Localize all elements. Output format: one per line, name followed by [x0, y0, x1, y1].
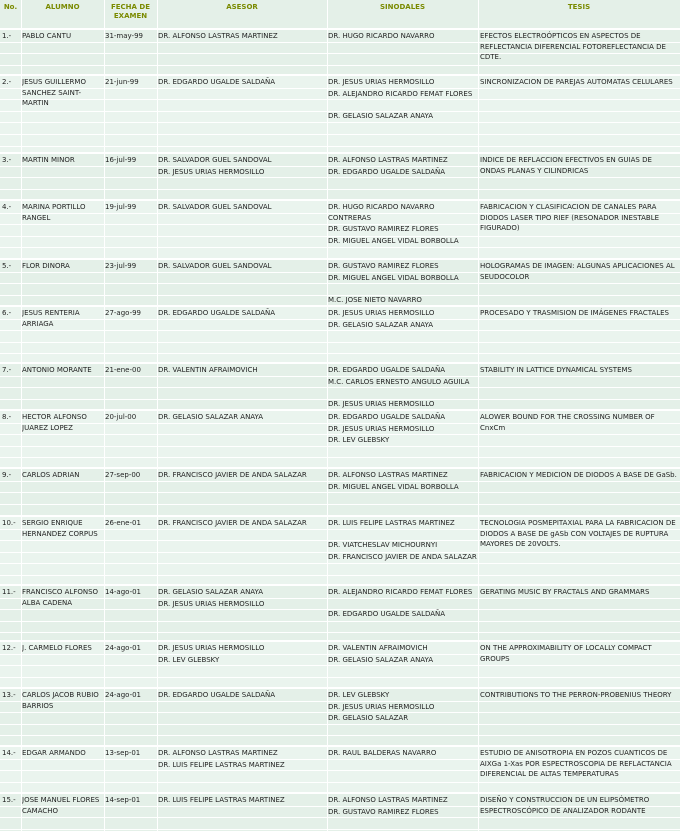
cell-tesis: SINCRONIZACION DE PAREJAS AUTOMATAS CELULARES — [480, 78, 673, 86]
cell-sinodales: DR. VALENTIN AFRAIMOVICH — [328, 644, 428, 652]
cell-no: 3.- — [2, 156, 12, 164]
cell-fecha: 13-sep-01 — [105, 749, 141, 757]
cell-sinodales: DR. MIGUEL ANGEL VIDAL BORBOLLA — [328, 236, 459, 245]
cell-sinodales: DR. JESUS URIAS HERMOSILLO — [328, 702, 435, 711]
cell-asesor: DR. LUIS FELIPE LASTRAS MARTINEZ — [158, 760, 285, 769]
cell-fecha: 24-ago-01 — [105, 691, 142, 699]
cell-asesor: DR. VALENTIN AFRAIMOVICH — [158, 366, 258, 374]
cell-sinodales: DR. EDGARDO UGALDE SALDAÑA — [328, 413, 446, 421]
cell-tesis: DISEÑO Y CONSTRUCCION DE UN ELIPSÓMETRO ESPECTROSCÓPICO DE ANALIZADOR RODANTE — [480, 796, 650, 815]
cell-asesor: DR. LEV GLEBSKY — [158, 655, 220, 664]
cell-fecha: 14-ago-01 — [105, 588, 142, 596]
cell-tesis: PROCESADO Y TRASMISION DE IMÁGENES FRACTALES — [480, 309, 669, 317]
cell-asesor: DR. EDGARDO UGALDE SALDAÑA — [158, 691, 276, 699]
cell-sinodales: DR. ALEJANDRO RICARDO FEMAT FLORES — [328, 588, 473, 596]
cell-fecha: 24-ago-01 — [105, 644, 142, 652]
cell-alumno: JESUS RENTERIA ARRIAGA — [22, 309, 80, 328]
cell-sinodales: DR. LEV GLEBSKY — [328, 436, 390, 444]
cell-alumno: JOSE MANUEL FLORES CAMACHO — [22, 796, 100, 815]
cell-sinodales: DR. JESUS URIAS HERMOSILLO — [328, 309, 435, 317]
cell-sinodales: DR. HUGO RICARDO NAVARRO — [328, 32, 435, 40]
cell-fecha: 27-sep-00 — [105, 471, 141, 479]
header-no: No. — [3, 3, 18, 11]
cell-tesis: ESTUDIO DE ANISOTROPIA EN POZOS CUANTICOS DE AIXGa 1-Xas POR ESPECTROSCOPIA DE REFLACTANCIA DIFERENCIAL DE ALTAS TEMPERATURAS — [480, 749, 672, 778]
cell-sinodales: DR. JESUS URIAS HERMOSILLO — [328, 78, 435, 86]
cell-sinodales: DR. ALFONSO LASTRAS MARTINEZ — [328, 471, 448, 479]
cell-alumno: ANTONIO MORANTE — [22, 366, 92, 374]
cell-no: 2.- — [2, 78, 12, 86]
cell-alumno: FRANCISCO ALFONSO ALBA CADENA — [22, 588, 99, 607]
cell-sinodales: DR. GUSTAVO RAMIREZ FLORES — [328, 807, 439, 816]
cell-tesis: EFECTOS ELECTROÓPTICOS EN ASPECTOS DE REFLECTANCIA DIFERENCIAL FOTOREFLECTANCIA DE CDTE. — [480, 32, 666, 61]
cell-fecha: 26-ene-01 — [105, 519, 141, 527]
cell-sinodales: DR. JESUS URIAS HERMOSILLO — [328, 399, 435, 408]
cell-fecha: 31-may-99 — [105, 32, 143, 40]
cell-sinodales: DR. ALFONSO LASTRAS MARTINEZ — [328, 156, 448, 164]
header-fecha: FECHA DE EXAMEN — [110, 3, 150, 20]
cell-no: 1.- — [2, 32, 12, 40]
cell-alumno: CARLOS JACOB RUBIO BARRIOS — [22, 691, 99, 710]
cell-sinodales: DR. GUSTAVO RAMIREZ FLORES — [328, 225, 439, 233]
cell-tesis: FABRICACION Y CLASIFICACION DE CANALES PARA DIODOS LASER TIPO RIEF (RESONADOR INESTABLE FIGURADO) — [480, 203, 660, 232]
cell-sinodales: DR. EDGARDO UGALDE SALDAÑA — [328, 167, 446, 176]
cell-tesis: ON THE APPROXIMABILITY OF LOCALLY COMPACT GROUPS — [480, 644, 652, 663]
cell-sinodales: DR. RAUL BALDERAS NAVARRO — [328, 749, 437, 757]
cell-alumno: MARTIN MINOR — [22, 156, 75, 164]
cell-sinodales: DR. MIGUEL ANGEL VIDAL BORBOLLA — [328, 273, 459, 282]
cell-tesis: HOLOGRAMAS DE IMAGEN: ALGUNAS APLICACIONES AL SEUDOCOLOR — [480, 262, 675, 281]
cell-sinodales: DR. EDGARDO UGALDE SALDAÑA — [328, 366, 446, 374]
cell-alumno: J. CARMELO FLORES — [22, 644, 92, 652]
cell-sinodales: DR. GUSTAVO RAMIREZ FLORES — [328, 262, 439, 270]
cell-sinodales: M.C. JOSE NIETO NAVARRO — [328, 295, 422, 304]
cell-no: 4.- — [2, 203, 12, 211]
cell-sinodales: DR. JESUS URIAS HERMOSILLO — [328, 424, 435, 433]
cell-asesor: DR. SALVADOR GUEL SANDOVAL — [158, 156, 272, 164]
cell-tesis: STABILITY IN LATTICE DYNAMICAL SYSTEMS — [480, 366, 632, 374]
cell-tesis: INDICE DE REFLACCION EFECTIVOS EN GUIAS DE ONDAS PLANAS Y CILINDRICAS — [480, 156, 652, 175]
header-sinodales: SINODALES — [380, 3, 425, 11]
cell-sinodales: DR. ALEJANDRO RICARDO FEMAT FLORES — [328, 89, 473, 98]
cell-no: 14.- — [2, 749, 16, 757]
cell-alumno: SERGIO ENRIQUE HERNANDEZ CORPUS — [22, 519, 98, 538]
cell-asesor: DR. ALFONSO LASTRAS MARTINEZ — [158, 749, 278, 757]
cell-asesor: DR. LUIS FELIPE LASTRAS MARTINEZ — [158, 796, 285, 804]
cell-fecha: 21-ene-00 — [105, 366, 141, 374]
cell-asesor: DR. SALVADOR GUEL SANDOVAL — [158, 262, 272, 270]
cell-asesor: DR. GELASIO SALAZAR ANAYA — [158, 413, 264, 421]
cell-no: 8.- — [2, 413, 12, 421]
cell-alumno: JESUS GUILLERMO SANCHEZ SAINT-MARTIN — [22, 78, 86, 107]
cell-no: 15.- — [2, 796, 16, 804]
cell-sinodales: DR. LEV GLEBSKY — [328, 691, 390, 699]
cell-fecha: 27-ago-99 — [105, 309, 142, 317]
cell-tesis: FABRICACION Y MEDICION DE DIODOS A BASE DE GaSb. — [480, 471, 677, 479]
cell-alumno: CARLOS ADRIAN — [22, 471, 80, 479]
cell-sinodales: DR. VIATCHESLAV MICHOURNYI — [328, 541, 438, 549]
cell-sinodales: DR. GELASIO SALAZAR ANAYA — [328, 655, 434, 664]
cell-alumno: EDGAR ARMANDO — [22, 749, 86, 757]
cell-tesis: GERATING MUSIC BY FRACTALS AND GRAMMARS — [480, 588, 650, 596]
cell-tesis: CONTRIBUTIONS TO THE PERRON-PROBENIUS THEORY — [480, 691, 672, 699]
cell-asesor: DR. EDGARDO UGALDE SALDAÑA — [158, 78, 276, 86]
cell-asesor: DR. JESUS URIAS HERMOSILLO — [158, 599, 265, 608]
cell-alumno: MARINA PORTILLO RANGEL — [22, 203, 86, 222]
cell-asesor: DR. ALFONSO LASTRAS MARTINEZ — [158, 32, 278, 40]
cell-alumno: FLOR DINORA — [22, 262, 70, 270]
cell-no: 9.- — [2, 471, 12, 479]
cell-no: 5.- — [2, 262, 12, 270]
cell-tesis: TECNOLOGIA POSMEPITAXIAL PARA LA FABRICACION DE DIODOS A BASE DE gASb CON VOLTAJES DE RUPTURA MAYORES DE 20VOLTS. — [480, 519, 676, 548]
cell-asesor: DR. EDGARDO UGALDE SALDAÑA — [158, 309, 276, 317]
cell-fecha: 20-jul-00 — [105, 413, 137, 421]
cell-fecha: 23-jul-99 — [105, 262, 137, 270]
cell-fecha: 16-jul-99 — [105, 156, 137, 164]
cell-asesor: DR. SALVADOR GUEL SANDOVAL — [158, 203, 272, 211]
cell-sinodales: DR. MIGUEL ANGEL VIDAL BORBOLLA — [328, 482, 459, 491]
cell-alumno: HECTOR ALFONSO JUAREZ LOPEZ — [22, 413, 87, 432]
cell-sinodales: DR. GELASIO SALAZAR ANAYA — [328, 111, 434, 120]
cell-sinodales: DR. GELASIO SALAZAR — [328, 714, 409, 722]
cell-no: 12.- — [2, 644, 16, 652]
cell-asesor: DR. JESUS URIAS HERMOSILLO — [158, 644, 265, 652]
cell-asesor: DR. FRANCISCO JAVIER DE ANDA SALAZAR — [158, 519, 307, 527]
cell-no: 13.- — [2, 691, 16, 699]
header-tesis: TESIS — [567, 3, 591, 11]
cell-no: 7.- — [2, 366, 12, 374]
cell-alumno: PABLO CANTU — [22, 32, 72, 40]
cell-no: 6.- — [2, 309, 12, 317]
cell-fecha: 19-jul-99 — [105, 203, 137, 211]
cell-tesis: ALOWER BOUND FOR THE CROSSING NUMBER OF CnxCm — [480, 413, 655, 432]
cell-fecha: 21-jun-99 — [105, 78, 139, 86]
cell-asesor: DR. FRANCISCO JAVIER DE ANDA SALAZAR — [158, 471, 307, 479]
cell-no: 10.- — [2, 519, 16, 527]
header-asesor: ASESOR — [226, 3, 258, 11]
cell-sinodales: DR. FRANCISCO JAVIER DE ANDA SALAZAR — [328, 552, 477, 561]
cell-fecha: 14-sep-01 — [105, 796, 141, 804]
cell-sinodales: DR. EDGARDO UGALDE SALDAÑA — [328, 610, 446, 618]
cell-sinodales: DR. HUGO RICARDO NAVARRO CONTRERAS — [328, 203, 435, 222]
cell-asesor: DR. JESUS URIAS HERMOSILLO — [158, 167, 265, 176]
cell-sinodales: DR. LUIS FELIPE LASTRAS MARTINEZ — [328, 519, 455, 527]
cell-sinodales: DR. GELASIO SALAZAR ANAYA — [328, 320, 434, 329]
cell-no: 11.- — [2, 588, 16, 596]
cell-sinodales: M.C. CARLOS ERNESTO ANGULO AGUILA — [328, 377, 470, 386]
header-alumno: ALUMNO — [45, 3, 80, 11]
cell-sinodales: DR. ALFONSO LASTRAS MARTINEZ — [328, 796, 448, 804]
cell-asesor: DR. GELASIO SALAZAR ANAYA — [158, 588, 264, 596]
